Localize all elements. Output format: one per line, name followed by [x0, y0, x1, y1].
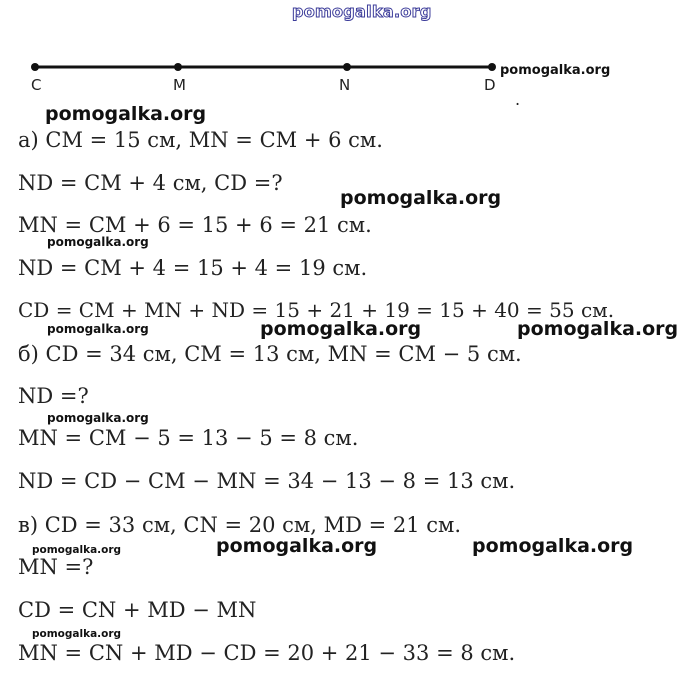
line-c-question: MN =? [18, 555, 94, 579]
line-c-given: в) CD = 33 см, CN = 20 см, MD = 21 см. [18, 513, 462, 537]
line-c-mn: MN = CN + MD − CD = 20 + 21 − 33 = 8 см. [18, 641, 516, 665]
watermark: pomogalka.org [500, 63, 611, 78]
line-b-given: б) CD = 34 см, CM = 13 см, MN = CM − 5 см. [18, 342, 522, 366]
watermark: pomogalka.org [517, 318, 679, 340]
watermark: pomogalka.org [47, 322, 149, 336]
watermark: pomogalka.org [32, 544, 122, 556]
line-a-mn: MN = CM + 6 = 15 + 6 = 21 см. [18, 213, 372, 237]
label-c: C [31, 76, 42, 94]
watermark: pomogalka.org [260, 318, 422, 340]
watermark-top: pomogalka.org [292, 2, 432, 21]
watermark: pomogalka.org [32, 628, 122, 640]
trailing-dot: . [515, 90, 521, 109]
point-c [31, 63, 39, 71]
line-a-nd: ND = CM + 4 = 15 + 4 = 19 см. [18, 256, 368, 280]
point-n [343, 63, 351, 71]
watermark: pomogalka.org [45, 103, 207, 125]
line-b-nd: ND = CD − CM − MN = 34 − 13 − 8 = 13 см. [18, 469, 516, 493]
watermark: pomogalka.org [47, 235, 149, 249]
watermark: pomogalka.org [340, 187, 502, 209]
label-n: N [339, 76, 351, 94]
watermark: pomogalka.org [472, 535, 634, 557]
line-b-mn: MN = CM − 5 = 13 − 5 = 8 см. [18, 426, 359, 450]
line-a-given: а) CM = 15 см, MN = CM + 6 см. [18, 128, 383, 152]
label-d: D [484, 76, 496, 94]
line-a-cd: CD = CM + MN + ND = 15 + 21 + 19 = 15 + 40 = 55 см. [18, 298, 615, 322]
point-d [488, 63, 496, 71]
watermark: pomogalka.org [47, 411, 149, 425]
point-m [174, 63, 182, 71]
line-a-given-2: ND = CM + 4 см, CD =? [18, 171, 283, 195]
line-b-question: ND =? [18, 384, 89, 408]
watermark: pomogalka.org [216, 535, 378, 557]
line-c-cd: CD = CN + MD − MN [18, 598, 257, 622]
label-m: M [173, 76, 186, 94]
